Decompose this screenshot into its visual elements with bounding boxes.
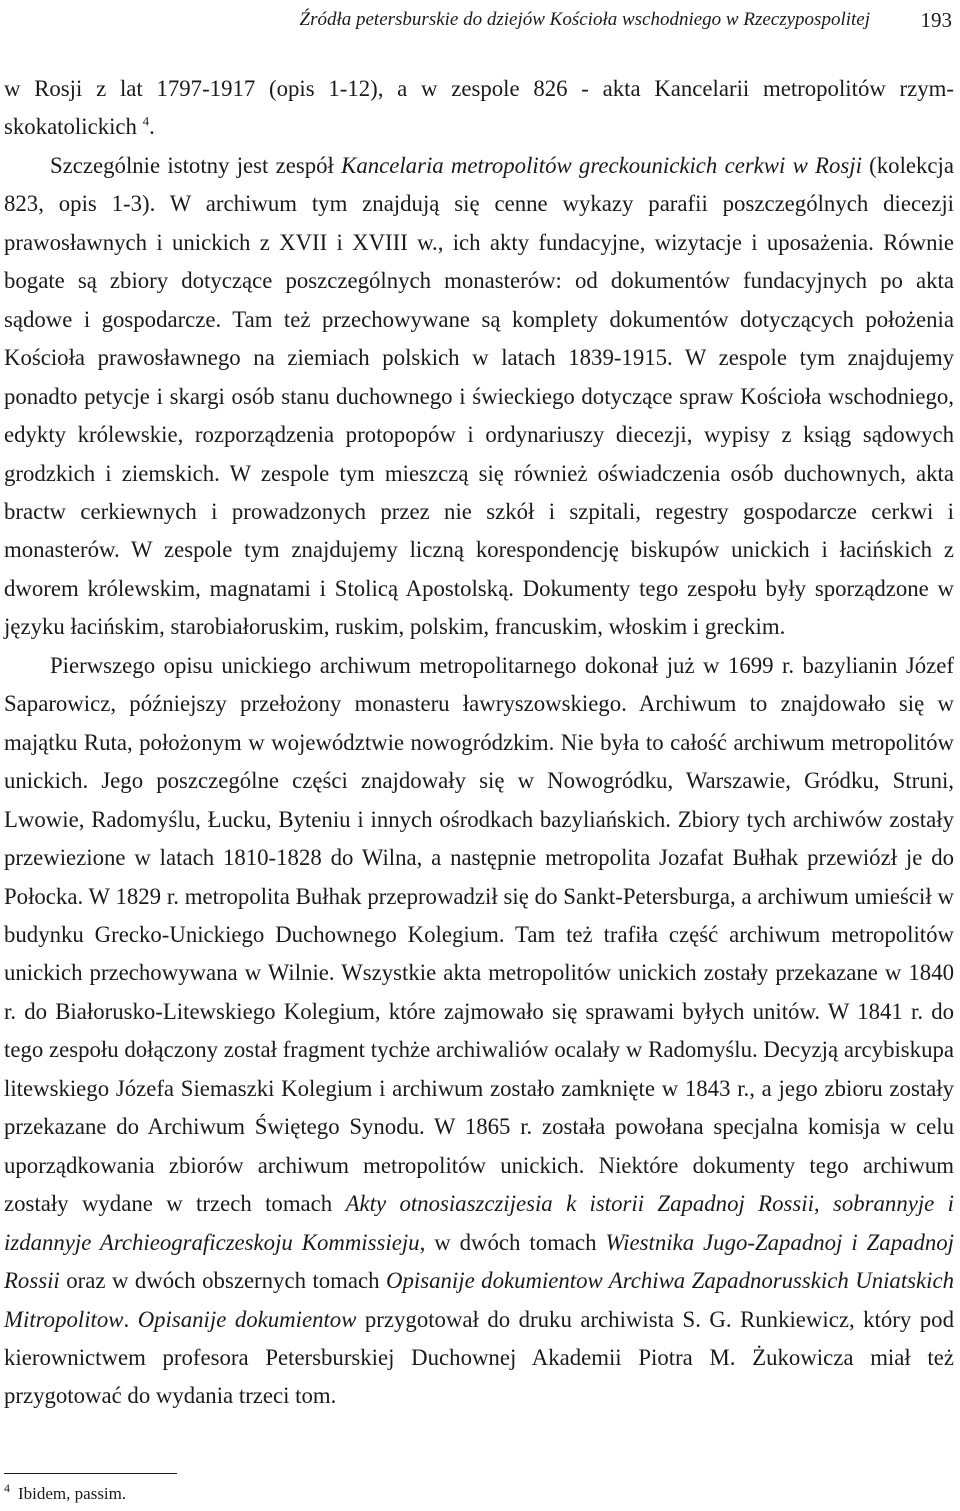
footnote-divider (4, 1473, 177, 1474)
body-text (4, 70, 954, 1416)
footnote-number: 4 (4, 1481, 10, 1496)
italic-title: Opisanije dokumientow (137, 1306, 357, 1332)
footnote-reference: 4 (142, 113, 150, 129)
running-head (0, 8, 960, 32)
footnote-text: Ibidem, passim. (18, 1484, 127, 1503)
running-title: Źródła petersburskie do dziejów Kościoła wschodniego w Rzeczypospolitej (299, 9, 870, 30)
text-run: , w dwóch tomach (419, 1229, 606, 1255)
page-number: 193 (920, 8, 952, 32)
italic-title: Wiestnika Jugo-Zapadnoj i Zapadnoj Rossii (4, 1229, 955, 1294)
text-run: . (123, 1306, 138, 1332)
italic-title: Kancelaria metropolitów greckounickich cerkwi w Rosji (341, 152, 862, 178)
paragraph-p3 (4, 647, 954, 1416)
paragraph-p2 (4, 147, 954, 647)
text-run: Szczególnie istotny jest zespół (50, 152, 342, 178)
italic-title: Akty otnosiaszczijesia k istorii Zapadnoj Rossii, sobrannyje i izdannyje Archieograficzeskoju Kommissieju (4, 1191, 954, 1255)
footnote (4, 1483, 904, 1505)
text-run: . (149, 114, 155, 140)
text-run: (kolekcja 823, opis 1-3). W archiwum tym znajdują się cenne wykazy parafii poszczególnych diecezji prawosławnych i unickich z XVII i XVIII w., ich akty fundacyjne, wizytacje i uposażenia. Równie bogate są zbiory dotyczące poszczególnych monasterów: od dokumentów fundacyjnych po akta sądowe i gospodarcze. Tam też przechowywane są komplety dokumentów dotyczących położenia Kościoła prawosławnego na ziemiach polskich w latach 1839-1915. W zespole tym znajdujemy ponadto petycje i skargi osób stanu duchownego i świeckiego dotyczące spraw Kościoła wschodniego, edykty królewskie, rozporządzenia protopopów i ordynariuszy diecezji, wypisy z ksiąg sądowych grodzkich i ziemskich. W zespole tym mieszczą się również oświadczenia osób duchownych, akta bractw cerkiewnych i prowadzonych przez nie szkół i szpitali, regestry gospodarcze cerkwi i monasterów. W zespole tym znajdujemy liczną korespondencję biskupów unickich i łacińskich z dworem królewskim, magnatami i Stolicą Apostolską. Dokumenty tego zespołu były sporządzone w języku łacińskim, starobiałoruskim, ruskim, polskim, francuskim, włoskim i greckim. (4, 152, 954, 640)
text-run: Pierwszego opisu unickiego archiwum metropolitarnego dokonał już w 1699 r. bazylianin Józef Saparowicz, późniejszy przełożony monasteru ławryszowskiego. Archiwum to znajdowało się w majątku Ruta, położonym w województwie nowogródzkim. Nie była to całość archiwum metropolitów unickich. Jego poszczególne części znajdowały się w Nowogródku, Warszawie, Gródku, Struni, Lwowie, Radomyślu, Łucku, Byteniu i innych ośrodkach bazyliańskich. Zbiory tych archiwów zostały przewiezione w latach 1810-1828 do Wilna, a następnie metropolita Jozafat Bułhak przewiózł je do Połocka. W 1829 r. metropolita Bułhak przeprowadził się do Sankt-Petersburga, a archiwum umieścił w budynku Grecko-Unickiego Duchownego Kolegium. Tam też trafiła część archiwum metropolitów unickich przechowywana w Wilnie. Wszystkie akta metropolitów unickich zostały przekazane w 1840 r. do Białorusko-Litewskiego Kolegium, które zajmowało się sprawami byłych unitów. W 1841 r. do tego zespołu dołączony został fragment tychże archiwaliów ocalały w Radomyślu. Decyzją arcybiskupa litewskiego Józefa Siemaszki Kolegium i archiwum zostało zamknięte w 1843 r., a jego zbioru zostały przekazane do Archiwum Świętego Synodu. W 1865 r. została powołana specjalna komisja w celu uporządkowania zbiorów archiwum metropolitów unickich. Niektóre dokumenty tego archiwum zostały wydane w trzech tomach (4, 652, 954, 1217)
text-run: oraz w dwóch obszernych tomach (59, 1268, 387, 1294)
text-run: przygotował do druku archiwista S. G. Runkiewicz, który pod kierownictwem profesora Petersburskiej Duchownej Akademii Piotra M. Żukowicza miał też przygotować do wydania trzeci tom. (4, 1306, 954, 1409)
paragraph-p1 (4, 70, 954, 147)
text-run: w Rosji z lat 1797-1917 (opis 1-12), a w zespole 826 - akta Kancelarii metropolitów rzymskokatolickich (4, 76, 954, 140)
italic-title: Opisanije dokumientow Archiwa Zapadnorusskich Uniatskich Mitropolitow (4, 1268, 954, 1332)
